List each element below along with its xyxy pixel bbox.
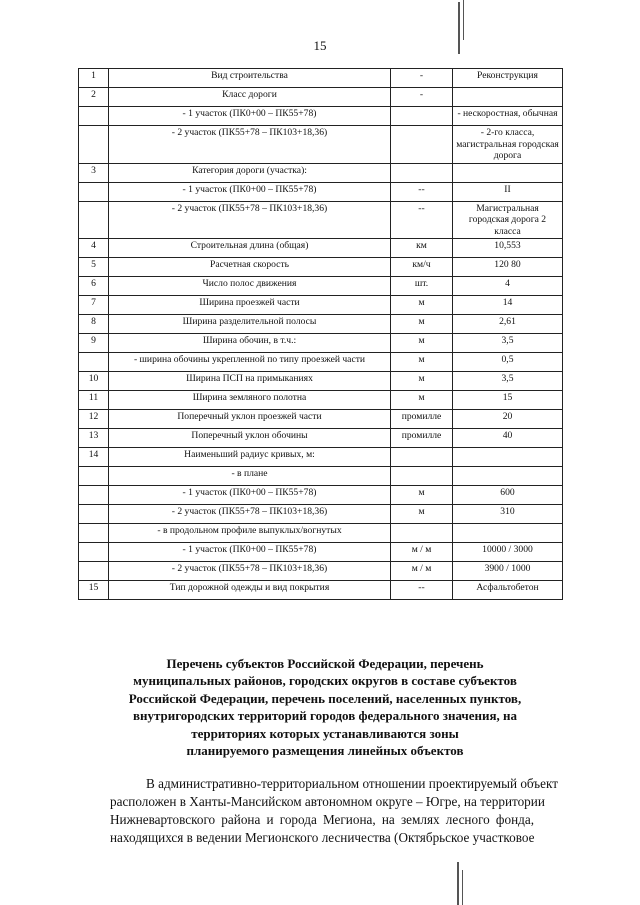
table-row — [79, 88, 563, 107]
body-line: Нижневартовского района и города Мегиона, на землях лесного фонда, — [110, 811, 534, 827]
value-cell: Асфальтобетон — [453, 581, 563, 600]
unit-cell: м — [391, 296, 453, 315]
parameter-cell: - 1 участок (ПК0+00 – ПК55+78) — [109, 182, 391, 201]
row-number-cell: 10 — [79, 372, 109, 391]
scan-artifact-line — [462, 870, 463, 905]
unit-cell: м — [391, 391, 453, 410]
table-row — [79, 524, 563, 543]
section-title-line: Российской Федерации, перечень поселений, населенных пунктов, — [128, 690, 522, 706]
value-cell — [453, 467, 563, 486]
row-number-cell: 7 — [79, 296, 109, 315]
table-row — [79, 391, 563, 410]
unit-cell: м — [391, 315, 453, 334]
unit-cell — [391, 524, 453, 543]
table-row — [79, 467, 563, 486]
row-number-cell — [79, 353, 109, 372]
row-number-cell: 4 — [79, 239, 109, 258]
row-number-cell: 6 — [79, 277, 109, 296]
unit-cell: -- — [391, 581, 453, 600]
unit-cell — [391, 448, 453, 467]
row-number-cell: 9 — [79, 334, 109, 353]
value-cell: 15 — [453, 391, 563, 410]
section-title-line: территориях которых устанавливаются зоны — [191, 725, 459, 741]
unit-cell: м — [391, 334, 453, 353]
parameter-cell: Поперечный уклон обочины — [109, 429, 391, 448]
section-title-line: внутригородских территорий городов федерального значения, на — [132, 708, 518, 724]
value-cell: - 2-го класса, магистральная городская дорога — [453, 126, 563, 164]
row-number-cell: 5 — [79, 258, 109, 277]
section-title-line: Перечень субъектов Российской Федерации, перечень — [166, 656, 484, 671]
table-row — [79, 277, 563, 296]
value-cell: 10,553 — [453, 239, 563, 258]
row-number-cell — [79, 201, 109, 239]
row-number-cell — [79, 486, 109, 505]
table-row — [79, 126, 563, 164]
parameter-cell: Наименьший радиус кривых, м: — [109, 448, 391, 467]
unit-cell — [391, 163, 453, 182]
parameter-cell: - в плане — [109, 467, 391, 486]
scan-artifact-line — [457, 862, 459, 905]
row-number-cell: 1 — [79, 69, 109, 88]
body-paragraph — [110, 775, 558, 847]
value-cell — [453, 448, 563, 467]
table-row — [79, 410, 563, 429]
table-row — [79, 239, 563, 258]
table-row — [79, 315, 563, 334]
parameter-cell: Класс дороги — [109, 88, 391, 107]
value-cell: 3,5 — [453, 372, 563, 391]
row-number-cell — [79, 182, 109, 201]
table-row — [79, 182, 563, 201]
value-cell: 120 80 — [453, 258, 563, 277]
scan-artifact-line — [458, 2, 460, 54]
parameter-cell: Расчетная скорость — [109, 258, 391, 277]
body-line: В административно-территориальном отношении проектируемый объект — [146, 776, 558, 791]
parameter-cell: - 2 участок (ПК55+78 – ПК103+18,36) — [109, 505, 391, 524]
row-number-cell — [79, 543, 109, 562]
page-number: 15 — [313, 38, 327, 53]
section-title — [110, 655, 540, 759]
parameter-cell: - 1 участок (ПК0+00 – ПК55+78) — [109, 543, 391, 562]
parameter-cell: Ширина проезжей части — [109, 296, 391, 315]
row-number-cell — [79, 467, 109, 486]
table-row — [79, 201, 563, 239]
unit-cell — [391, 126, 453, 164]
parameter-cell: - 1 участок (ПК0+00 – ПК55+78) — [109, 107, 391, 126]
value-cell: Магистральная городская дорога 2 класса — [453, 201, 563, 239]
unit-cell: промилле — [391, 410, 453, 429]
parameter-cell: - 2 участок (ПК55+78 – ПК103+18,36) — [109, 201, 391, 239]
unit-cell: м — [391, 486, 453, 505]
value-cell: 10000 / 3000 — [453, 543, 563, 562]
value-cell: 14 — [453, 296, 563, 315]
value-cell: Реконструкция — [453, 69, 563, 88]
table-row — [79, 107, 563, 126]
section-title-line: планируемого размещения линейных объектов — [186, 743, 464, 759]
value-cell — [453, 524, 563, 543]
unit-cell: м — [391, 505, 453, 524]
unit-cell: -- — [391, 182, 453, 201]
parameter-cell: Поперечный уклон проезжей части — [109, 410, 391, 429]
value-cell: 4 — [453, 277, 563, 296]
value-cell — [453, 88, 563, 107]
value-cell: 600 — [453, 486, 563, 505]
row-number-cell — [79, 107, 109, 126]
road-parameters-table-body — [79, 69, 563, 600]
table-row — [79, 163, 563, 182]
unit-cell: м — [391, 353, 453, 372]
unit-cell — [391, 107, 453, 126]
parameter-cell: Ширина земляного полотна — [109, 391, 391, 410]
parameter-cell: Строительная длина (общая) — [109, 239, 391, 258]
parameter-cell: Число полос движения — [109, 277, 391, 296]
parameter-cell: - 1 участок (ПК0+00 – ПК55+78) — [109, 486, 391, 505]
body-line: находящихся в ведении Мегионского лесничества (Октябрьское участковое — [110, 829, 535, 845]
table-row — [79, 353, 563, 372]
unit-cell: м / м — [391, 543, 453, 562]
unit-cell: км/ч — [391, 258, 453, 277]
row-number-cell: 8 — [79, 315, 109, 334]
table-row — [79, 486, 563, 505]
unit-cell: - — [391, 69, 453, 88]
parameter-cell: Тип дорожной одежды и вид покрытия — [109, 581, 391, 600]
unit-cell: м — [391, 372, 453, 391]
parameter-cell: - 2 участок (ПК55+78 – ПК103+18,36) — [109, 126, 391, 164]
table-row — [79, 581, 563, 600]
table-row — [79, 562, 563, 581]
section-title-line: муниципальных районов, городских округов в составе субъектов — [133, 673, 517, 689]
value-cell: 3900 / 1000 — [453, 562, 563, 581]
table-row — [79, 258, 563, 277]
value-cell: 310 — [453, 505, 563, 524]
body-line: расположен в Ханты-Мансийском автономном округе – Югре, на территории — [110, 793, 545, 809]
unit-cell: промилле — [391, 429, 453, 448]
row-number-cell — [79, 524, 109, 543]
value-cell — [453, 163, 563, 182]
parameter-cell: Вид строительства — [109, 69, 391, 88]
table-row — [79, 372, 563, 391]
value-cell: - нескоростная, обычная — [453, 107, 563, 126]
table-row — [79, 543, 563, 562]
parameter-cell: - 2 участок (ПК55+78 – ПК103+18,36) — [109, 562, 391, 581]
road-parameters-table — [78, 68, 563, 600]
table-row — [79, 429, 563, 448]
row-number-cell — [79, 126, 109, 164]
row-number-cell: 13 — [79, 429, 109, 448]
value-cell: 0,5 — [453, 353, 563, 372]
parameter-cell: Ширина ПСП на примыканиях — [109, 372, 391, 391]
unit-cell: - — [391, 88, 453, 107]
row-number-cell — [79, 505, 109, 524]
value-cell: 3,5 — [453, 334, 563, 353]
value-cell: 40 — [453, 429, 563, 448]
parameter-cell: - ширина обочины укрепленной по типу проезжей части — [109, 353, 391, 372]
unit-cell: м / м — [391, 562, 453, 581]
parameter-cell: Ширина обочин, в т.ч.: — [109, 334, 391, 353]
parameter-cell: Ширина разделительной полосы — [109, 315, 391, 334]
table-row — [79, 69, 563, 88]
parameter-cell: Категория дороги (участка): — [109, 163, 391, 182]
row-number-cell: 15 — [79, 581, 109, 600]
value-cell: 20 — [453, 410, 563, 429]
unit-cell: шт. — [391, 277, 453, 296]
table-row — [79, 296, 563, 315]
row-number-cell: 14 — [79, 448, 109, 467]
row-number-cell — [79, 562, 109, 581]
value-cell: II — [453, 182, 563, 201]
unit-cell: -- — [391, 201, 453, 239]
value-cell: 2,61 — [453, 315, 563, 334]
row-number-cell: 3 — [79, 163, 109, 182]
table-row — [79, 505, 563, 524]
table-row — [79, 448, 563, 467]
unit-cell — [391, 467, 453, 486]
row-number-cell: 11 — [79, 391, 109, 410]
unit-cell: км — [391, 239, 453, 258]
scan-artifact-line — [463, 0, 464, 40]
parameter-cell: - в продольном профиле выпуклых/вогнутых — [109, 524, 391, 543]
row-number-cell: 2 — [79, 88, 109, 107]
row-number-cell: 12 — [79, 410, 109, 429]
table-row — [79, 334, 563, 353]
